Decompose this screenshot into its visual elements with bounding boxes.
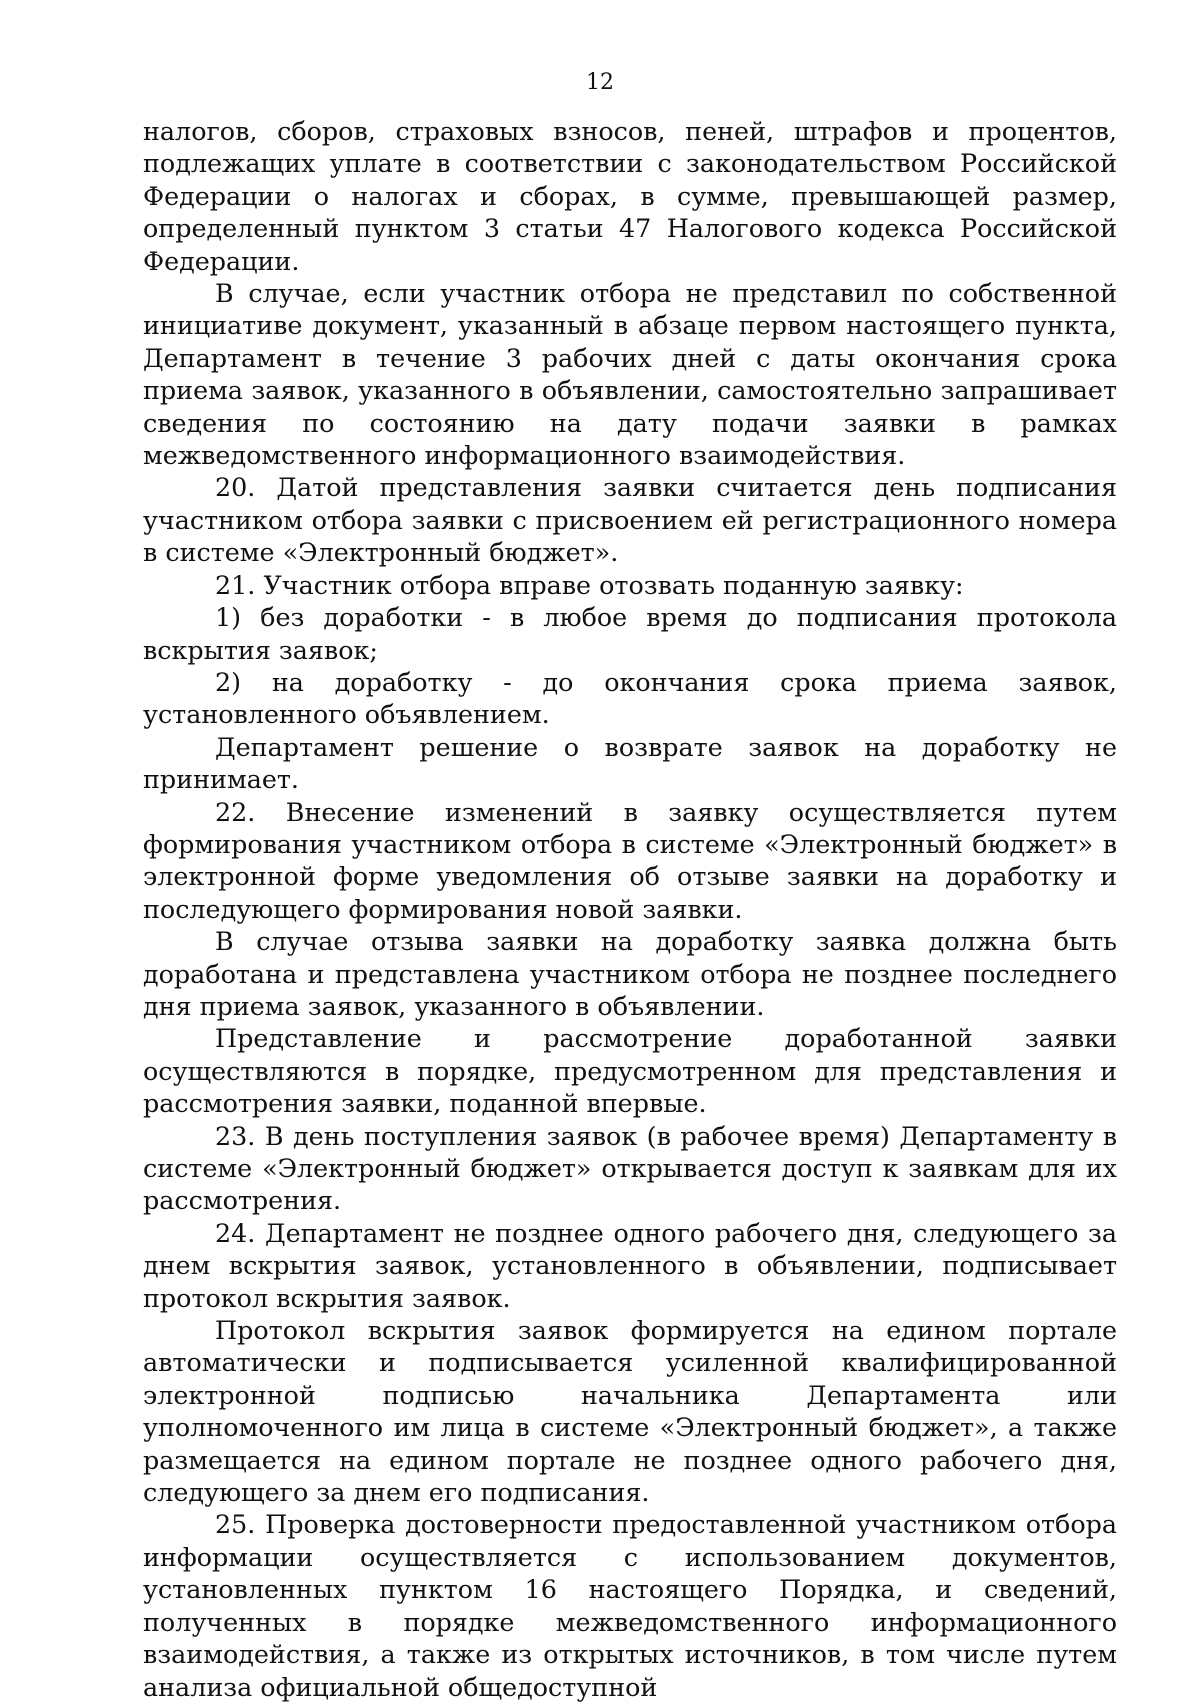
paragraph-no-return: Департамент решение о возврате заявок на доработку не принимает. xyxy=(143,731,1117,795)
paragraph-item-21: 21. Участник отбора вправе отозвать поданную заявку: xyxy=(215,569,964,600)
paragraph-revised-submission: Представление и рассмотрение доработанной заявки осуществляются в порядке, предусмотренном для представления и рассмотрения заявки, поданной впервые. xyxy=(143,1023,1117,1119)
paragraph-item-21-sub-1: 1) без доработки - в любое время до подписания протокола вскрытия заявок; xyxy=(143,602,1117,665)
paragraph-item-24: 24. Департамент не позднее одного рабочего дня, следующего за днем вскрытия заявок, установленного в объявлении, подписывает протокол вскрытия заявок. xyxy=(143,1217,1117,1313)
paragraph-item-22: 22. Внесение изменений в заявку осуществляется путем формирования участником отбора в системе «Электронный бюджет» в электронной форме уведомления об отзыве заявки на доработку и последующего формирования новой заявки. xyxy=(143,796,1117,924)
paragraph-item-23: 23. В день поступления заявок (в рабочее время) Департаменту в системе «Электронный бюджет» открывается доступ к заявкам для их рассмотрения. xyxy=(143,1120,1117,1216)
paragraph-item-20: 20. Датой представления заявки считается день подписания участником отбора заявки с присвоением ей регистрационного номера в системе «Электронный бюджет». xyxy=(143,472,1117,568)
document-body xyxy=(143,115,1117,1703)
paragraph-taxes-continuation: налогов, сборов, страховых взносов, пеней, штрафов и процентов, подлежащих уплате в соответствии с законодательством Российской Федерации о налогах и сборах, в сумме, превышающей размер, определенный пунктом 3 статьи 47 Налогового кодекса Российской Федерации. xyxy=(143,116,1117,276)
paragraph-item-25: 25. Проверка достоверности предоставленной участником отбора информации осуществляется с использованием документов, установленных пунктом 16 настоящего Порядка, и сведений, полученных в порядке межведомственного информационного взаимодействия, а также из открытых источников, в том числе путем анализа официальной общедоступной xyxy=(143,1509,1117,1702)
paragraph-opening-protocol: Протокол вскрытия заявок формируется на едином портале автоматически и подписывается усиленной квалифицированной электронной подписью начальника Департамента или уполномоченного им лица в системе «Электронный бюджет», а также размещается на едином портале не позднее одного рабочего дня, следующего за днем его подписания. xyxy=(143,1315,1117,1508)
page-number: 12 xyxy=(586,70,614,95)
paragraph-item-21-sub-2: 2) на доработку - до окончания срока приема заявок, установленного объявлением. xyxy=(143,666,1117,730)
paragraph-interagency-request: В случае, если участник отбора не представил по собственной инициативе документ, указанный в абзаце первом настоящего пункта, Департамент в течение 3 рабочих дней с даты окончания срока приема заявок, указанного в объявлении, самостоятельно запрашивает сведения по состоянию на дату подачи заявки в рамках межведомственного информационного взаимодействия. xyxy=(143,278,1117,471)
paragraph-revision-deadline: В случае отзыва заявки на доработку заявка должна быть доработана и представлена участником отбора не позднее последнего дня приема заявок, указанного в объявлении. xyxy=(143,926,1117,1021)
